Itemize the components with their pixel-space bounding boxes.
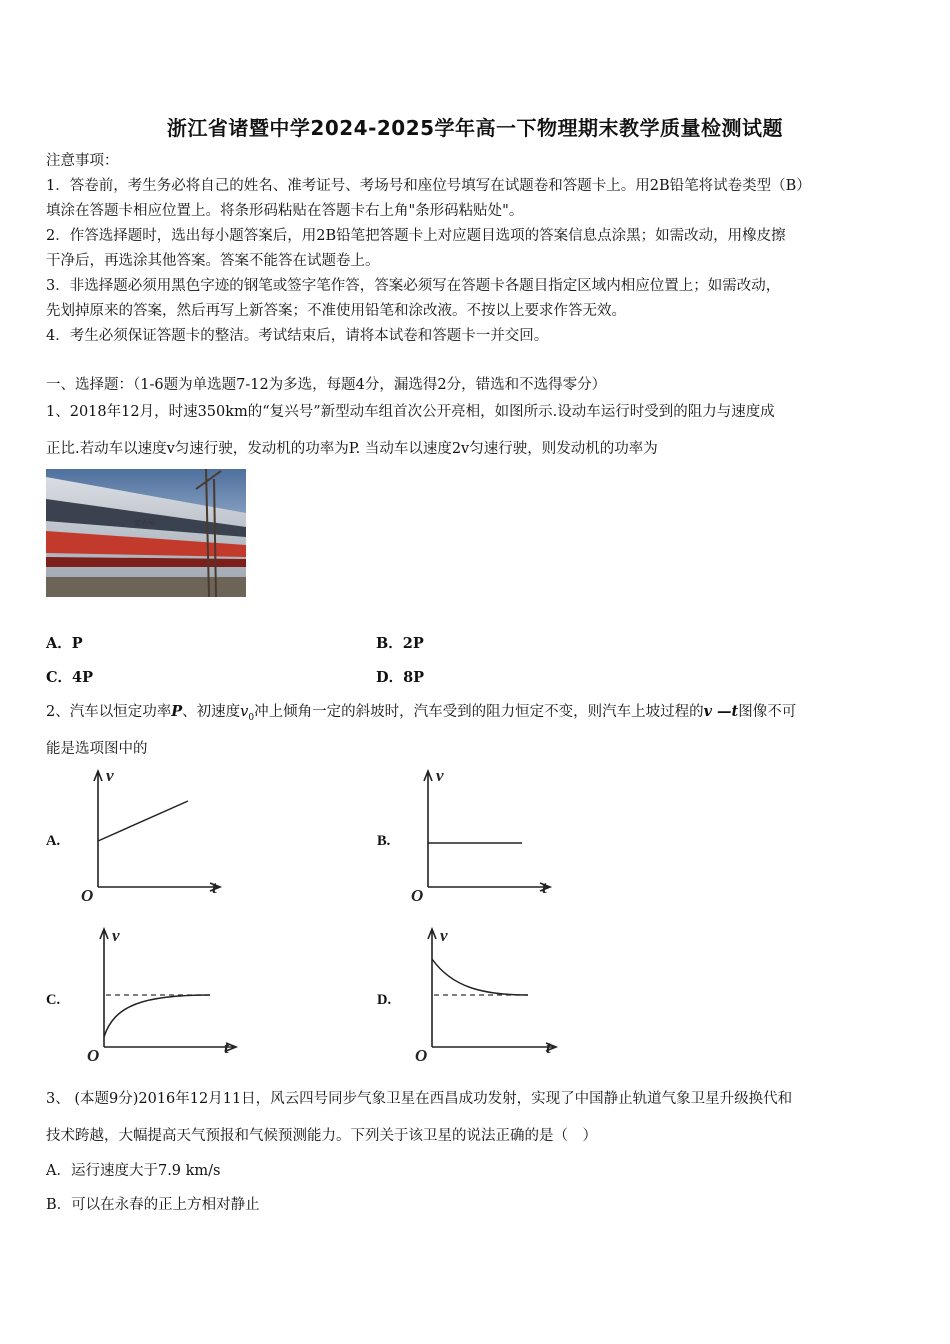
graph-a	[78, 765, 228, 905]
graph-d	[412, 925, 572, 1065]
q3-option-b[interactable]: B．可以在永春的正上方相对静止	[46, 1197, 260, 1213]
q1-option-c[interactable]: C．4P	[46, 669, 94, 686]
question-2-text	[46, 700, 908, 723]
question-3-text: 3、 (本题9分)2016年12月11日，风云四号同步气象卫星在西昌成功发射，实现了中国静止轨道气象卫星升级换代和	[46, 1091, 793, 1107]
axis-t-label: t	[546, 1038, 551, 1057]
train-photo	[46, 469, 246, 597]
x-axis	[98, 883, 220, 891]
origin-label: O	[81, 886, 94, 905]
origin-label: O	[411, 886, 424, 905]
q2-text: 2、汽车以恒定功率	[46, 704, 172, 720]
notice-line: 3．非选择题必须用黑色字迹的钢笔或签字笔作答，答案必须写在答题卡各题目指定区域内相应位置上；如需改动，	[46, 278, 781, 294]
notice-line: 先划掉原来的答案，然后再写上新答案；不准使用铅笔和涂改液。不按以上要求作答无效。	[46, 303, 626, 319]
notice-line: 4．考生必须保证答题卡的整洁。考试结束后，请将本试卷和答题卡一并交回。	[46, 328, 549, 344]
question-2-text: 能是选项图中的	[46, 741, 148, 757]
q1-option-d[interactable]: D．8P	[376, 669, 425, 686]
q2-text: 冲上倾角一定的斜坡时，汽车受到的阻力恒定不变，则汽车上坡过程的	[254, 704, 704, 720]
q1-option-b[interactable]: B．2P	[376, 635, 424, 652]
q2-subscript: 0	[248, 712, 255, 723]
q2-symbol-vt: v —t	[703, 703, 739, 720]
question-1-text: 1、2018年12月，时速350km的“复兴号”新型动车组首次公开亮相，如图所示.设动车运行时受到的阻力与速度成	[46, 404, 775, 420]
q2-option-d[interactable]: D.	[377, 992, 392, 1008]
axis-v-label: v	[112, 926, 120, 945]
q2-text: 、初速度	[182, 704, 241, 720]
axis-v-label: v	[106, 766, 114, 785]
question-1-text: 正比.若动车以速度v匀速行驶，发动机的功率为P. 当动车以速度2v匀速行驶，则发动机的功率为	[46, 441, 658, 457]
x-axis	[432, 1043, 556, 1051]
q3-option-a[interactable]: A．运行速度大于7.9 km/s	[46, 1163, 221, 1179]
q1-option-a[interactable]: A．P	[46, 635, 83, 652]
curve-increasing-approach	[104, 995, 210, 1037]
origin-label: O	[415, 1046, 428, 1065]
curve-linear-increase	[98, 801, 188, 841]
x-axis	[104, 1043, 236, 1051]
notice-line: 1．答卷前，考生务必将自己的姓名、准考证号、考场号和座位号填写在试题卷和答题卡上。用2B铅笔将试卷类型（B）	[46, 178, 811, 194]
axis-t-label: t	[212, 878, 217, 897]
q2-option-b[interactable]: B.	[377, 833, 391, 849]
page-title: 浙江省诸暨中学2024-2025学年高一下物理期末教学质量检测试题	[166, 116, 784, 140]
notice-heading: 注意事项：	[46, 153, 119, 169]
section-heading: 一、选择题：（1-6题为单选题7-12为多选，每题4分，漏选得2分，错选和不选得零分）	[46, 377, 607, 393]
axis-t-label: t	[224, 1038, 229, 1057]
y-axis	[424, 771, 432, 887]
notice-line: 填涂在答题卡相应位置上。将条形码粘贴在答题卡右上角"条形码粘贴处"。	[46, 203, 524, 219]
graph-c	[84, 925, 244, 1065]
y-axis	[428, 929, 436, 1047]
origin-label: O	[87, 1046, 100, 1065]
y-axis	[94, 771, 102, 887]
axis-t-label: t	[542, 878, 547, 897]
q2-option-a[interactable]: A.	[46, 833, 61, 849]
train-label: 复兴号	[134, 519, 155, 527]
notice-line: 干净后，再选涂其他答案。答案不能答在试题卷上。	[46, 253, 380, 269]
notice-line: 2．作答选择题时，选出每小题答案后，用2B铅笔把答题卡上对应题目选项的答案信息点涂黑；如需改动，用橡皮擦	[46, 228, 786, 244]
axis-v-label: v	[436, 766, 444, 785]
q2-text: 图像不可	[738, 704, 797, 720]
q2-symbol-p: P	[171, 703, 183, 720]
axis-v-label: v	[440, 926, 448, 945]
q2-symbol-v0: v	[240, 704, 249, 720]
question-3-text: 技术跨越，大幅提高天气预报和气候预测能力。下列关于该卫星的说法正确的是（ ）	[46, 1128, 597, 1144]
x-axis	[428, 883, 550, 891]
graph-b	[408, 765, 558, 905]
q2-option-c[interactable]: C.	[46, 992, 61, 1008]
curve-decreasing-approach	[432, 959, 528, 995]
